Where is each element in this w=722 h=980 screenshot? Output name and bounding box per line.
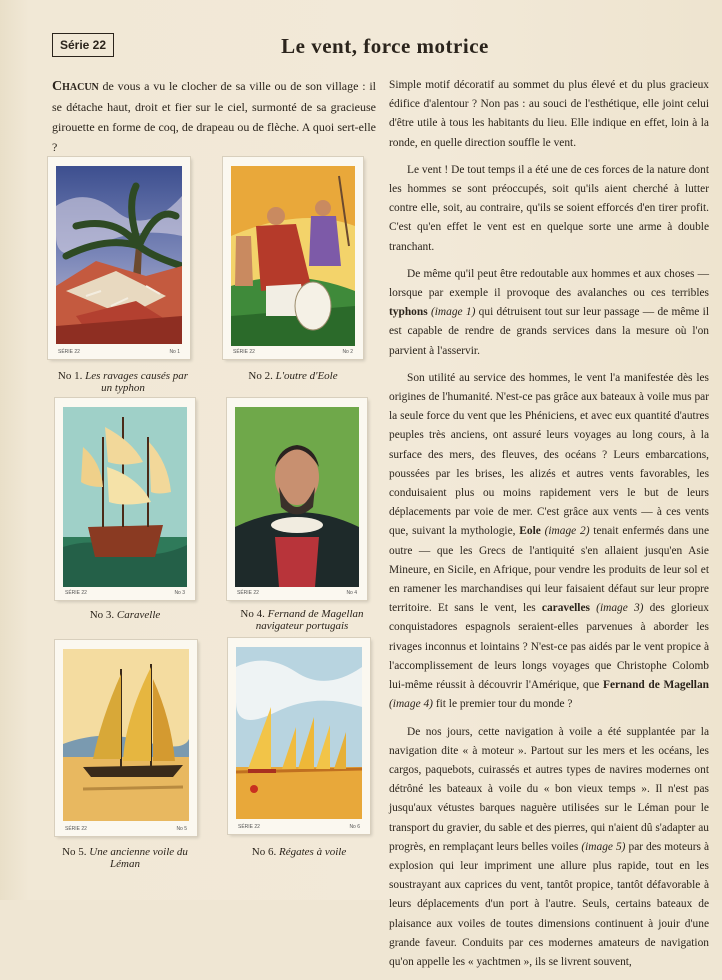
term-eole: Eole [519, 525, 541, 538]
card-2-series: SÉRIE 22 [233, 349, 255, 355]
card-6-code: No 6 [349, 824, 360, 830]
paragraph-2: Le vent ! De tout temps il a été une de ces forces de la nature dont les hommes se sont préoccupés, soit qu'ils aient cherché à lutter contre elle, soit, au contraire, qu'ils se soient efforcés d'en tirer profit. C'est qu'en effet le vent est en quelque sorte une arme à double tranchant. [389, 163, 709, 253]
card-6-caption [228, 846, 370, 858]
card-1-code: No 1 [169, 349, 180, 355]
p5-text-a: De nos jours, cette navigation à voile a été supplantée par la navigation dite « à moteur ». Partout sur les mers et les océans, les cargos, paquebots, cuirassés et autres types de navires modernes ont détrôné les bateaux à voile du « bon vieux temps ». Il n'est pas jusqu'aux vétustes barques naguère utilisées sur le Léman pour le transport du gravier, du sable et des pierres, qui n'aient dû s'adapter au progrès, en remplaçant leurs belles voiles [389, 725, 709, 853]
card-5-image [63, 649, 189, 821]
term-magellan: Fernand de Magellan [603, 679, 709, 692]
paragraph-1: Simple motif décoratif au sommet du plus élevé et du plus gracieux édifice d'alentour ? Non pas : au souci de l'esthétique, elle joint celui d'être utile à tous les habitants du lieu. Elle indique en effet, loin à la ronde, en quelle direction souffle le vent. [389, 79, 709, 149]
p3-text-b: qui détruisent tout sur leur passage — de même il est capable de rendre de grands services dans la mesure où l'on parvient à l'asservir. [389, 306, 709, 357]
ref-image-3: (image 3) [596, 602, 644, 615]
card-6-image [236, 647, 362, 819]
card-3 [55, 398, 195, 600]
card-4-image [235, 407, 359, 587]
card-2 [223, 157, 363, 359]
term-caravelles: caravelles [541, 602, 590, 615]
card-5-series: SÉRIE 22 [65, 826, 87, 832]
ref-image-2: (image 2) [544, 525, 590, 538]
p4-text-c: des glorieux conquistadores espagnols seraient-elles parvenues à aborder les rivages inconnus et lointains ? N'est-ce pas aidés par le vent propice à l'accomplissement de leurs longs voyages que Christophe Colomb lui-même réussit à découvrir l'Amérique, que [389, 602, 709, 692]
card-3-code: No 3 [174, 590, 185, 596]
body-text [389, 76, 709, 980]
card-5-number: No 5. [62, 846, 87, 858]
intro-text: de vous a vu le clocher de sa ville ou de son village : il se détache haut, droit et fier sur le ciel, surmonté de sa gracieuse girouette en forme de coq, de drapeau ou de flèche. A quoi sert-elle ? [52, 79, 376, 154]
p4-text-b: tenait enfermés dans une outre — que les Grecs de l'antiquité s'en allaient jusqu'en Asie Mineure, en Sicile, en Afrique, pour vendre les produits de leur sol et en ramener les marchandises qui leur faisaient défaut sur leur propre territoire. Et sans le vent, les [389, 525, 709, 615]
intro-dropcap: Chacun [52, 79, 99, 94]
card-2-caption [223, 370, 363, 382]
card-6-series: SÉRIE 22 [238, 824, 260, 830]
card-2-image [231, 166, 355, 346]
link-typhons: typhons [389, 306, 428, 319]
card-2-code: No 2 [342, 349, 353, 355]
card-3-caption-text: Caravelle [116, 609, 161, 621]
p4-text-a: Son utilité au service des hommes, le vent l'a manifestée dès les origines de l'humanité. N'est-ce pas grâce aux bateaux à voile mus par la seule force du vent que les Phéniciens, et avec eux quantité d'autres peuples très anciens, ont assuré leurs voyages au long cours, à la surface des mers, des fleuves, des océans ? Leurs embarcations, poussées par les brises, les alizés et autres vents favorables, les conduisaient plus ou moins rapidement vers le but de leurs déplacements par voie de mer. C'est grâce aux vents — à ces vents que, suivant la mythologie, [389, 371, 709, 538]
card-4-caption-text: Fernand de Magellan navigateur portugais [255, 608, 364, 632]
card-1-number: No 1. [57, 370, 83, 382]
series-label: Série 22 [52, 33, 114, 57]
card-2-caption-text: L'outre d'Eole [275, 370, 338, 382]
card-1-series: SÉRIE 22 [58, 349, 80, 355]
card-4-series: SÉRIE 22 [237, 590, 259, 596]
intro-paragraph [52, 76, 376, 157]
card-1-image [56, 166, 182, 344]
card-6-number: No 6. [251, 846, 277, 858]
p5-text-b: par des moteurs à explosion qui leur impriment une allure plus rapide, tout en les soustrayant aux caprices du vent, tantôt propice, tantôt défavorable à leurs déplacements d'un port à l'autre. Seuls, certains bateaux de plaisance aux voiles de toutes dimensions continuent à jouir d'une grande faveur. Conduits par ces modernes amateurs de navigation qu'on appelle les « yachtmen », ils se livrent souvent, [389, 840, 710, 968]
card-1-caption-text: Les ravages causés par un typhon [85, 370, 189, 394]
card-5-caption [55, 846, 195, 870]
card-3-image [63, 407, 187, 587]
ref-image-4: (image 4) [389, 698, 433, 711]
card-3-number: No 3. [89, 609, 115, 621]
card-1-caption [52, 370, 194, 394]
paragraph-5 [389, 723, 709, 973]
card-4-code: No 4 [346, 590, 357, 596]
card-5-caption-text: Une ancienne voile du Léman [89, 846, 188, 870]
paragraph-4 [389, 369, 709, 715]
card-2-number: No 2. [248, 370, 273, 382]
card-4-caption [232, 608, 372, 632]
card-6 [228, 638, 370, 834]
ref-image-5: (image 5) [581, 840, 626, 853]
page-title: Le vent, force motrice [281, 34, 489, 58]
card-4-number: No 4. [240, 608, 265, 620]
p4-text-d: fit le premier tour du monde ? [432, 698, 573, 711]
card-4 [227, 398, 367, 600]
card-5-code: No 5 [176, 826, 187, 832]
ref-image-1: (image 1) [430, 306, 476, 319]
paragraph-3 [389, 265, 709, 361]
card-1 [48, 157, 190, 359]
card-3-caption [55, 609, 195, 621]
card-6-caption-text: Régates à voile [279, 846, 347, 858]
card-5 [55, 640, 197, 836]
p3-text-a: De même qu'il peut être redoutable aux hommes et aux choses — lorsque par exemple il provoque des avalanches ou ces terribles [389, 267, 709, 300]
card-3-series: SÉRIE 22 [65, 590, 87, 596]
